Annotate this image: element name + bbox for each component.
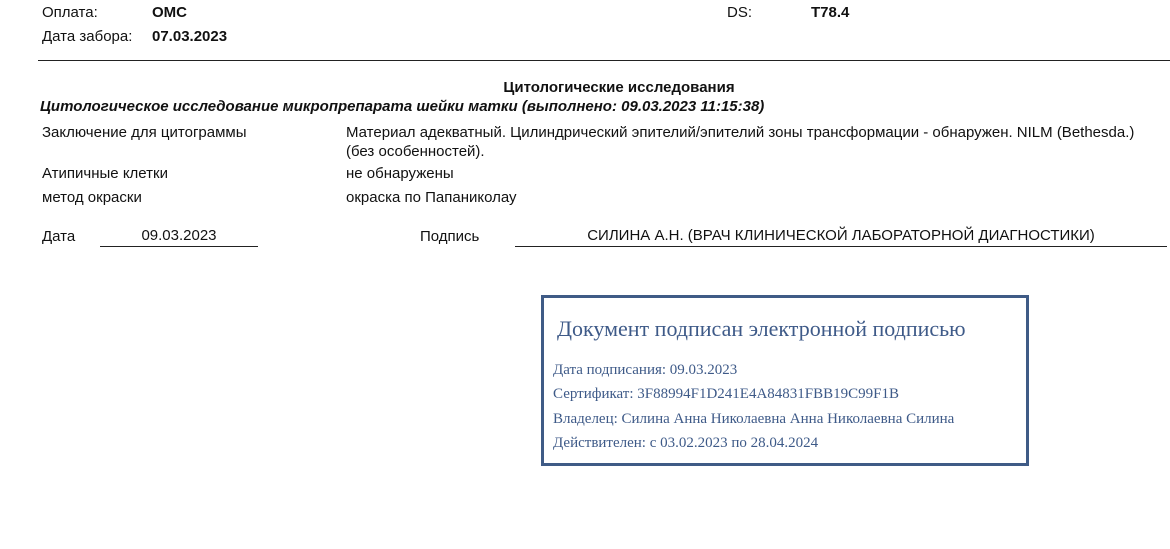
stamp-sign-date: Дата подписания: 09.03.2023 — [553, 362, 738, 378]
signature-value: СИЛИНА А.Н. (ВРАЧ КЛИНИЧЕСКОЙ ЛАБОРАТОРНОЙ ДИАГНОСТИКИ) — [587, 227, 1095, 244]
header-divider — [38, 60, 1170, 61]
date-underline — [100, 246, 258, 247]
date-value: 09.03.2023 — [141, 227, 217, 244]
result-label-conclusion: Заключение для цитограммы — [42, 124, 247, 141]
payment-label: Оплата: — [42, 4, 98, 21]
payment-value: ОМС — [152, 4, 187, 21]
collection-date-label: Дата забора: — [42, 28, 133, 45]
date-label: Дата — [42, 228, 76, 245]
result-value-conclusion: Материал адекватный. Цилиндрический эпителий/эпителий зоны трансформации - обнаружен. NILM (Bethesda.) (без особенностей). — [346, 124, 1135, 160]
result-label-atypical: Атипичные клетки — [42, 165, 168, 182]
result-value-stain: окраска по Папаниколау — [346, 189, 517, 206]
ds-value: T78.4 — [811, 4, 850, 21]
stamp-title: Документ подписан электронной подписью — [557, 316, 966, 341]
result-label-stain: метод окраски — [42, 189, 142, 206]
section-subtitle: Цитологическое исследование микропрепарата шейки матки (выполнено: 09.03.2023 11:15:38) — [40, 98, 765, 115]
stamp-certificate: Сертификат: 3F88994F1D241E4A84831FBB19C99F1B — [553, 386, 899, 402]
signature-label: Подпись — [420, 228, 480, 245]
result-value-atypical: не обнаружены — [346, 165, 454, 182]
section-title: Цитологические исследования — [503, 79, 735, 96]
ds-label: DS: — [727, 4, 753, 21]
electronic-signature-stamp — [541, 295, 1029, 466]
stamp-owner: Владелец: Силина Анна Николаевна Анна Николаевна Силина — [553, 411, 955, 427]
collection-date-value: 07.03.2023 — [152, 28, 228, 45]
stamp-validity: Действителен: с 03.02.2023 по 28.04.2024 — [553, 435, 819, 451]
signature-underline — [515, 246, 1167, 247]
